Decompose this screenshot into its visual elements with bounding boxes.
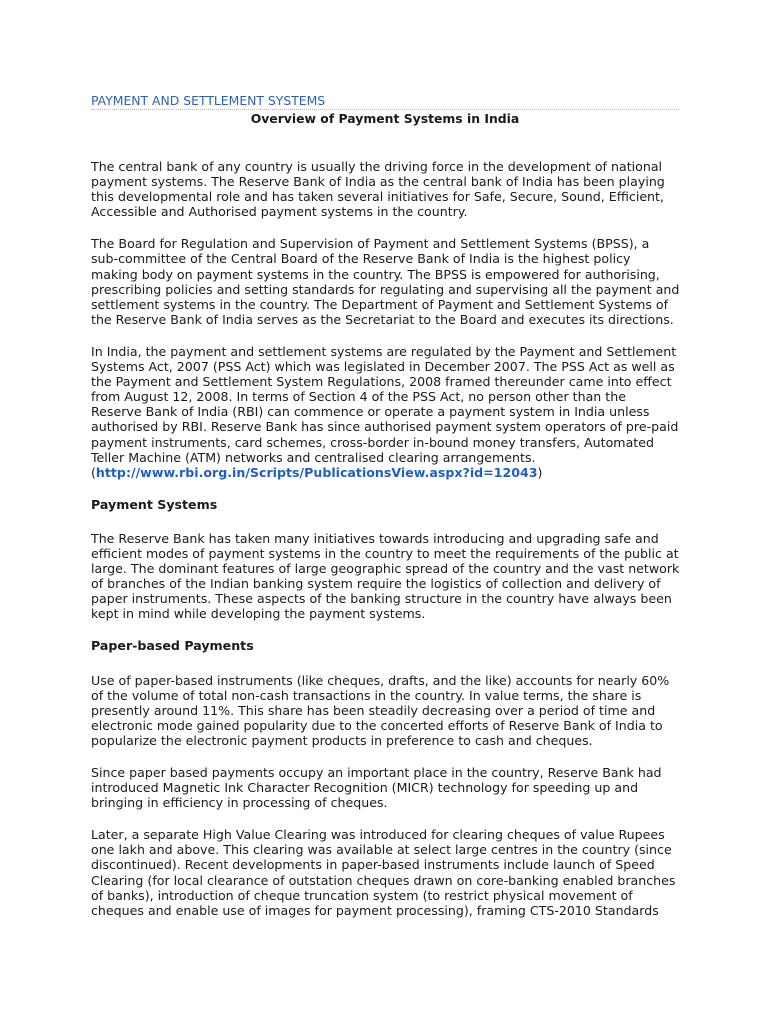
- paragraph-central-bank-role: [91, 159, 679, 219]
- section-label: PAYMENT AND SETTLEMENT SYSTEMS: [91, 93, 679, 110]
- text-line: making body on payment systems in the country. The BPSS is empowered for authorising,: [91, 266, 660, 282]
- text-line: Later, a separate High Value Clearing was introduced for clearing cheques of value Rupees: [91, 827, 665, 843]
- text-line: Since paper based payments occupy an important place in the country, Reserve Bank had: [91, 765, 662, 780]
- paragraph-high-value-clearing: [91, 827, 679, 918]
- text-line: Use of paper-based instruments (like cheques, drafts, and the like) accounts for nearly 60%: [91, 672, 670, 688]
- text-line: from August 12, 2008. In terms of Section 4 of the PSS Act, no person other than the: [91, 389, 626, 405]
- text-line: of banks), introduction of cheque truncation system (to restrict physical movement of: [91, 887, 633, 903]
- link-open-paren: (: [91, 464, 96, 480]
- paragraph-bpss: [91, 236, 679, 327]
- text-line: this developmental role and has taken several initiatives for Safe, Secure, Sound, Efficient,: [91, 189, 664, 205]
- text-line: Accessible and Authorised payment systems in the country.: [91, 204, 468, 220]
- heading-payment-systems: Payment Systems: [91, 496, 218, 512]
- text-line: The Board for Regulation and Supervision of Payment and Settlement Systems (BPSS), a: [91, 236, 650, 252]
- rbi-publication-link[interactable]: http://www.rbi.org.in/Scripts/PublicationsView.aspx?id=12043: [95, 464, 538, 480]
- link-line: [91, 465, 679, 480]
- document-content: [91, 93, 679, 935]
- paragraph-micr: [91, 765, 679, 810]
- text-line: paper instruments. These aspects of the banking structure in the country have always been: [91, 591, 672, 607]
- paragraph-paper-instruments: [91, 673, 679, 748]
- text-line: bringing in efficiency in processing of cheques.: [91, 795, 388, 811]
- text-line: payment systems. The Reserve Bank of India as the central bank of India has been playing: [91, 174, 665, 190]
- text-line: authorised by RBI. Reserve Bank has since authorised payment system operators of pre-paid: [91, 419, 679, 435]
- text-line: payment instruments, card schemes, cross-border in-bound money transfers, Automated: [91, 434, 654, 450]
- text-line: large. The dominant features of large geographic spread of the country and the vast network: [91, 561, 680, 577]
- text-line: The central bank of any country is usually the driving force in the development of national: [91, 159, 663, 174]
- text-line: one lakh and above. This clearing was available at select large centres in the country (since: [91, 842, 672, 858]
- heading-paper-based-payments: Paper-based Payments: [91, 638, 254, 654]
- text-line: efficient modes of payment systems in the country to meet the requirements of the public at: [91, 545, 679, 561]
- text-line: introduced Magnetic Ink Character Recognition (MICR) technology for speeding up and: [91, 780, 639, 796]
- text-line: popularize the electronic payment products in preference to cash and cheques.: [91, 732, 593, 748]
- text-line: discontinued). Recent developments in paper-based instruments include launch of Speed: [91, 857, 655, 873]
- text-line: The Reserve Bank has taken many initiatives towards introducing and upgrading safe and: [91, 530, 659, 546]
- text-line: settlement systems in the country. The Department of Payment and Settlement Systems of: [91, 296, 669, 312]
- text-line: In India, the payment and settlement systems are regulated by the Payment and Settlement: [91, 343, 677, 359]
- text-line: the Reserve Bank of India serves as the Secretariat to the Board and executes its directions.: [91, 311, 674, 327]
- text-line: of the volume of total non-cash transactions in the country. In value terms, the share is: [91, 687, 642, 703]
- text-line: Reserve Bank of India (RBI) can commence or operate a payment system in India unless: [91, 404, 650, 420]
- text-line: kept in mind while developing the payment systems.: [91, 606, 426, 622]
- text-line: the Payment and Settlement System Regulations, 2008 framed thereunder came into effect: [91, 374, 672, 390]
- text-line: of branches of the Indian banking system require the logistics of collection and delivery of: [91, 576, 661, 592]
- link-close-paren: ): [537, 464, 543, 480]
- paragraph-pss-act: [91, 344, 679, 480]
- text-line: Clearing (for local clearance of outstation cheques drawn on core-banking enabled branches: [91, 872, 676, 888]
- text-line: presently around 11%. This share has been steadily decreasing over a period of time and: [91, 702, 656, 718]
- text-line: cheques and enable use of images for payment processing), framing CTS-2010 Standards: [91, 902, 659, 918]
- text-line: prescribing policies and setting standards for regulating and supervising all the payment and: [91, 281, 680, 297]
- text-line: sub-committee of the Central Board of the Reserve Bank of India is the highest policy: [91, 251, 631, 267]
- document-title: Overview of Payment Systems in India: [250, 111, 520, 126]
- text-line: Systems Act, 2007 (PSS Act) which was legislated in December 2007. The PSS Act as well as: [91, 359, 675, 375]
- paragraph-payment-systems: [91, 531, 679, 622]
- text-line: Teller Machine (ATM) networks and centralised clearing arrangements.: [91, 449, 536, 465]
- text-line: electronic mode gained popularity due to the concerted efforts of Reserve Bank of India to: [91, 717, 663, 733]
